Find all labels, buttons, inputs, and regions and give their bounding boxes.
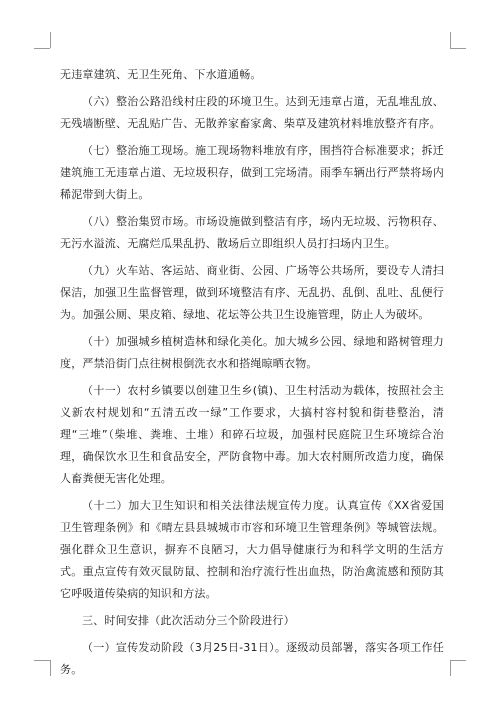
paragraph-phase-1: （一）宣传发动阶段（3月25日-31日）。逐级动员部署，落实各项工作任务。 [60, 641, 444, 676]
crop-mark-bottom-left [50, 660, 51, 676]
paragraph-item-11: （十一）农村乡镇要以创建卫生乡(镇)、卫生村活动为载体，按照社会主义新农村规划和“五清五改一绿”工作要求，大搞村容村貌和街巷整治，清理“三堆”（柴堆、粪堆、土堆）和碎石垃圾，加强村民庭院卫生环境综合治理，确保饮水卫生和食品安全，严防食物中毒。加大农村厕所改造力度，确保人畜粪便无害化处理。 [60, 384, 444, 485]
paragraph-continuation: 无违章建筑、无卫生死角、下水道通畅。 [60, 68, 262, 81]
crop-mark-top-right [450, 32, 451, 48]
document-body [60, 64, 444, 686]
paragraph-item-8: （八）整治集贸市场。市场设施做到整洁有序，场内无垃圾、污物积存、无污水溢流、无腐烂瓜果乱扔、散场后立即组织人员打扫场内卫生。 [60, 215, 444, 250]
crop-mark-bottom-right [450, 660, 451, 676]
paragraph-item-12: （十二）加大卫生知识和相关法律法规宣传力度。认真宣传《XX省爱国卫生管理条例》和《晴左县县城城市市容和环境卫生管理条例》等城管法规。强化群众卫生意识，摒弃不良陋习，大力倡导健康行为和科学文明的生活方式。重点宣传有效灭鼠防鼠、控制和治疗流行性出血热，防治禽流感和预防其它呼吸道传染病的知识和方法。 [60, 499, 444, 600]
crop-mark-bottom-left [34, 660, 50, 661]
paragraph-item-10: （十）加强城乡植树造林和绿化美化。加大城乡公园、绿地和路树管理力度，严禁沿街门点往树根倒洗衣水和搭绳晾晒衣物。 [60, 335, 444, 370]
crop-mark-top-right [450, 48, 466, 49]
crop-mark-top-left [50, 32, 51, 48]
crop-mark-top-left [34, 48, 50, 49]
paragraph-item-7: （七）整治施工现场。施工现场物料堆放有序，围挡符合标准要求；拆迁建筑施工无违章占道、无垃圾积存，做到工完场清。雨季车辆出行严禁将场内稀泥带到大街上。 [60, 144, 444, 201]
paragraph-item-6: （六）整治公路沿线村庄段的环境卫生。达到无违章占道，无乱堆乱放、无残墙断壁、无乱贴广告、无散养家畜家禽、柴草及建筑材料堆放整齐有序。 [60, 95, 444, 130]
section-heading-schedule: 三、时间安排（此次活动分三个阶段进行） [82, 614, 295, 627]
paragraph-item-9: （九）火车站、客运站、商业街、公园、广场等公共场所，要设专人清扫保洁，加强卫生监督管理，做到环境整洁有序、无乱扔、乱倒、乱吐、乱便行为。加强公厕、果皮箱、绿地、花坛等公共卫生设施管理，防止人为破坏。 [60, 264, 444, 321]
crop-mark-bottom-right [450, 660, 466, 661]
